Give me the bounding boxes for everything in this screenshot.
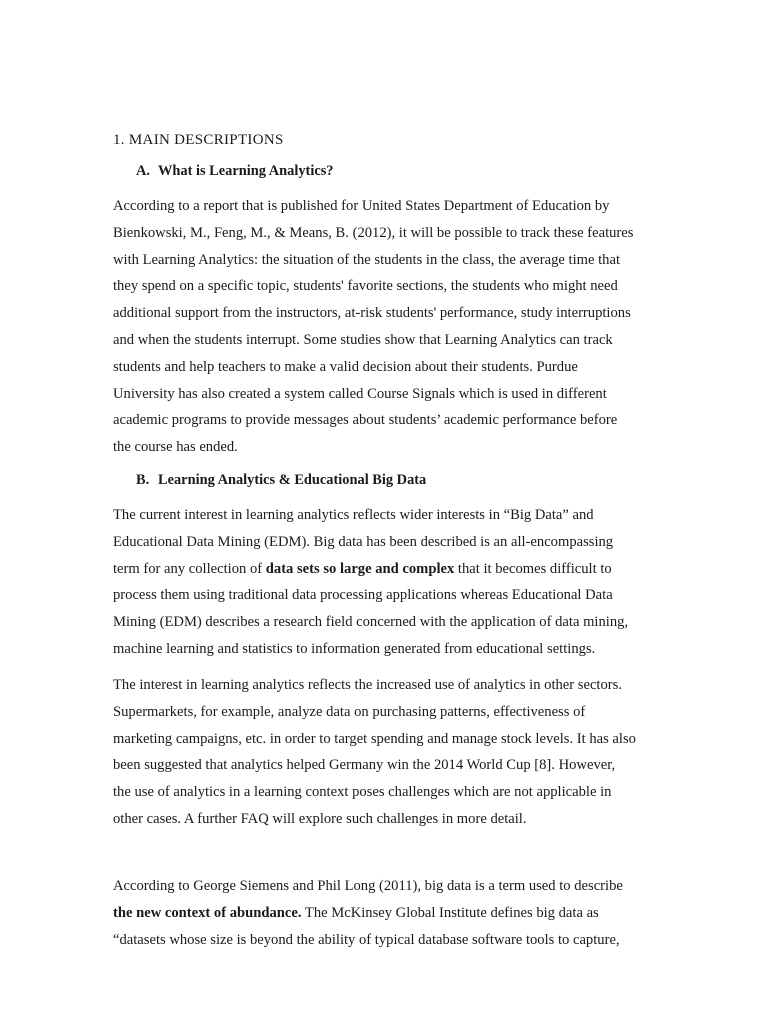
paragraph-line: “datasets whose size is beyond the ability of typical database software tools to capture,: [113, 931, 620, 948]
paragraph-line: been suggested that analytics helped Germany win the 2014 World Cup [8]. However,: [113, 757, 616, 774]
paragraph-line: According to George Siemens and Phil Long (2011), big data is a term used to describe: [113, 878, 623, 894]
paragraph-line: other cases. A further FAQ will explore such challenges in more detail.: [113, 810, 527, 827]
paragraph-line: Bienkowski, M., Feng, M., & Means, B. (2012), it will be possible to track these features: [113, 224, 634, 241]
paragraph-line: with Learning Analytics: the situation of the students in the class, the average time that: [113, 251, 621, 268]
paragraph-line: the course has ended.: [113, 439, 238, 456]
subsection-a-heading: [136, 163, 334, 180]
subsection-b-paragraph-2: [113, 672, 673, 833]
paragraph-line: According to a report that is published for United States Department of Education by: [113, 198, 610, 214]
bold-phrase: the new context of abundance.: [113, 904, 302, 921]
paragraph-line: Mining (EDM) describes a research field concerned with the application of data mining,: [113, 614, 629, 631]
text-run: The McKinsey Global Institute defines big data as: [301, 904, 599, 921]
paragraph-line: academic programs to provide messages about students’ academic performance before: [113, 412, 618, 429]
subsection-a-marker: A.: [136, 163, 150, 179]
paragraph-line: The current interest in learning analytics reflects wider interests in “Big Data” and: [113, 507, 594, 523]
paragraph-line: students and help teachers to make a valid decision about their students. Purdue: [113, 358, 578, 375]
paragraph-line: University has also created a system called Course Signals which is used in different: [113, 385, 607, 402]
subsection-b-paragraph-3: [113, 873, 673, 953]
paragraph-line: [113, 556, 673, 583]
paragraph-line: process them using traditional data processing applications whereas Educational Data: [113, 587, 613, 604]
bold-phrase: data sets so large and complex: [265, 560, 455, 577]
subsection-a-paragraph: [113, 193, 673, 461]
text-run: that it becomes difficult to: [454, 560, 612, 577]
text-run: term for any collection of: [113, 560, 266, 577]
paragraph-line: they spend on a specific topic, students' favorite sections, the students who might need: [113, 278, 618, 295]
subsection-a-title: What is Learning Analytics?: [158, 163, 334, 179]
paragraph-line: machine learning and statistics to information generated from educational settings.: [113, 640, 596, 657]
paragraph-line: and when the students interrupt. Some studies show that Learning Analytics can track: [113, 331, 613, 348]
paragraph-line: Educational Data Mining (EDM). Big data has been described is an all-encompassing: [113, 533, 614, 550]
paragraph-line: The interest in learning analytics reflects the increased use of analytics in other sectors.: [113, 677, 622, 693]
paragraph-line: the use of analytics in a learning context poses challenges which are not applicable in: [113, 784, 612, 801]
section-number: 1.: [113, 132, 125, 148]
paragraph-line: additional support from the instructors, at-risk students' performance, study interruptions: [113, 305, 631, 322]
section-title-text: MAIN DESCRIPTIONS: [128, 132, 284, 148]
paragraph-line: [113, 900, 673, 927]
paragraph-line: marketing campaigns, etc. in order to target spending and manage stock levels. It has also: [113, 730, 636, 747]
section-title: [113, 132, 284, 149]
subsection-b-heading: [136, 472, 426, 489]
paragraph-line: Supermarkets, for example, analyze data on purchasing patterns, effectiveness of: [113, 703, 586, 720]
subsection-b-paragraph-1: [113, 502, 673, 663]
subsection-b-title: Learning Analytics & Educational Big Data: [158, 472, 427, 488]
subsection-b-marker: B.: [136, 472, 150, 488]
